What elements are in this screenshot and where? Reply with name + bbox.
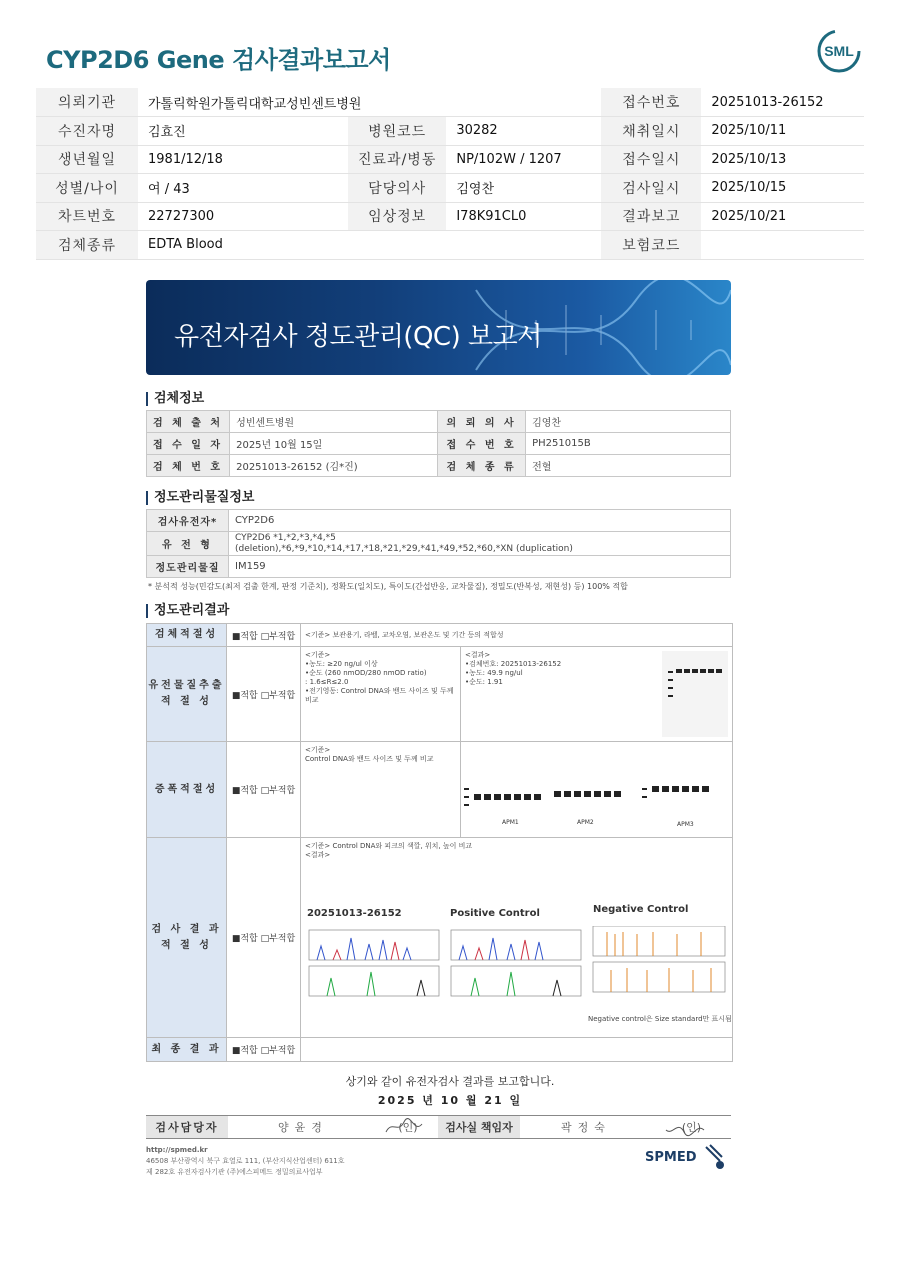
gel-label-apm1: APM1: [502, 819, 519, 826]
specimen-field-label: 검 체 종 류: [438, 455, 526, 477]
gel-label-apm3: APM3: [677, 821, 694, 828]
patient-field-value: 30282: [446, 117, 601, 146]
patient-field-value: I78K91CL0: [446, 202, 601, 231]
criteria-text: <기준> •농도: ≥20 ng/ul 이상 •순도 (260 nmOD/280 nmOD ratio) : 1.6≤R≤2.0 •전기영동: Control DNA와 밴드 사이즈 및 두께 비교: [305, 651, 454, 704]
report-statement: 상기와 같이 유전자검사 결과를 보고합니다.: [345, 1075, 555, 1088]
performance-note: * 분석적 성능(민감도(최저 검출 한계, 판정 기준치), 정확도(일치도), 특이도(간섭반응, 교차물질), 정밀도(반복성, 재현성) 등) 100% 적합: [148, 582, 628, 591]
qc-banner: [146, 280, 731, 375]
seal-mark: (인): [398, 1121, 418, 1134]
patient-field-value: EDTA Blood: [138, 231, 601, 260]
row-label: 최 종 결 과: [147, 1038, 227, 1061]
result-row-extraction: [147, 647, 732, 742]
patient-field-value: 20251013-26152: [701, 88, 864, 117]
banner-title: 유전자검사 정도관리(QC) 보고서: [174, 322, 542, 352]
result-row-test: [147, 838, 732, 1038]
lab-address: [146, 1145, 345, 1178]
director-label: 검사실 책임자: [438, 1116, 520, 1138]
tech-label: 검사담당자: [146, 1116, 228, 1138]
amplification-gel-image: [462, 744, 730, 836]
gene-label: 검사유전자*: [147, 510, 229, 532]
specimen-row: [147, 455, 731, 477]
director-seal: [652, 1116, 731, 1138]
sml-logo: [816, 28, 862, 74]
patient-field-value: 김영찬: [446, 174, 601, 203]
specimen-row: [147, 433, 731, 455]
patient-field-value: 2025/10/13: [701, 145, 864, 174]
specimen-heading: 검체정보: [146, 392, 204, 406]
check-status: ■적합 □부적합: [227, 742, 301, 837]
signature-row: [146, 1115, 731, 1139]
criteria-text: <기준> Control DNA와 피크의 색깔, 위치, 높이 비교 <결과>: [305, 842, 473, 859]
specimen-field-label: 검 체 번 호: [147, 455, 230, 477]
report-title: CYP2D6 Gene 검사결과보고서: [46, 46, 391, 74]
panel-sample-title: 20251013-26152: [307, 908, 402, 919]
criteria-text: <기준> Control DNA와 밴드 사이즈 및 두께 비교: [305, 746, 434, 763]
patient-field-value: 1981/12/18: [138, 145, 348, 174]
patient-row: [36, 145, 864, 174]
patient-field-value: 2025/10/11: [701, 117, 864, 146]
specimen-field-value: 성빈센트병원: [230, 411, 438, 433]
specimen-field-value: 김영찬: [526, 411, 731, 433]
svg-text:SML: SML: [824, 43, 854, 59]
patient-field-label: 접수번호: [601, 88, 701, 117]
genotype-line-1: CYP2D6 *1,*2,*3,*4,*5: [235, 532, 336, 543]
result-row-specimen: [147, 624, 732, 647]
patient-field-label: 진료과/병동: [348, 145, 446, 174]
extraction-gel-image: [662, 651, 728, 737]
electropherogram-panels: [307, 926, 732, 1002]
tech-seal: [378, 1116, 438, 1138]
row-label: 검 사 결 과 적 절 성: [147, 838, 227, 1037]
patient-field-value: 여 / 43: [138, 174, 348, 203]
patient-row: [36, 88, 864, 117]
panel-negative-title: Negative Control: [593, 904, 689, 915]
patient-field-value: 김효진: [138, 117, 348, 146]
qc-results-table: [146, 623, 733, 1062]
gene-value: CYP2D6: [229, 510, 731, 532]
gel-label-apm2: APM2: [577, 819, 594, 826]
patient-field-value: NP/102W / 1207: [446, 145, 601, 174]
panel-positive-title: Positive Control: [450, 908, 540, 919]
specimen-field-value: 전혈: [526, 455, 731, 477]
specimen-field-label: 검 체 출 처: [147, 411, 230, 433]
negative-control-note: Negative control은 Size standard만 표시됨: [588, 1015, 732, 1023]
row-label: 증폭적절성: [147, 742, 227, 837]
check-status: ■적합 □부적합: [227, 838, 301, 1037]
check-status: ■적합 □부적합: [227, 624, 301, 646]
material-value: IM159: [229, 556, 731, 578]
tech-name: 양윤경: [278, 1121, 328, 1134]
patient-field-value: 2025/10/21: [701, 202, 864, 231]
genotype-label: 유 전 형: [147, 532, 229, 556]
patient-field-label: 채취일시: [601, 117, 701, 146]
patient-field-label: 차트번호: [36, 202, 138, 231]
patient-field-label: 접수일시: [601, 145, 701, 174]
row-label: 유전물질추출 적 절 성: [147, 647, 227, 741]
patient-field-value: 가톨릭학원가톨릭대학교성빈센트병원: [138, 88, 601, 117]
patient-field-label: 검사일시: [601, 174, 701, 203]
criteria-text: <기준> 보관용기, 라벨, 교차오염, 보관온도 및 기간 등의 적합성: [305, 631, 504, 639]
patient-field-label: 보험코드: [601, 231, 701, 260]
lab-registration: 제 282호 유전자검사기관 (주)에스피메드 정밀의료사업부: [146, 1168, 323, 1176]
qc-results-heading: 정도관리결과: [146, 604, 229, 618]
specimen-field-label: 의 뢰 의 사: [438, 411, 526, 433]
result-row-amplification: [147, 742, 732, 838]
patient-row: [36, 231, 864, 260]
qc-material-table: [146, 509, 731, 578]
patient-field-label: 성별/나이: [36, 174, 138, 203]
spmed-logo-icon: [700, 1143, 726, 1173]
specimen-field-label: 접 수 일 자: [147, 433, 230, 455]
qc-material-heading: 정도관리물질정보: [146, 491, 254, 505]
lab-street-address: 46508 부산광역시 북구 효열로 111, (부산지식산업센터) 611호: [146, 1157, 345, 1165]
patient-row: [36, 202, 864, 231]
specimen-field-label: 접 수 번 호: [438, 433, 526, 455]
specimen-table: [146, 410, 731, 477]
patient-field-label: 생년월일: [36, 145, 138, 174]
result-text: <결과> •검체번호: 20251013-26152 •농도: 49.9 ng/ul •순도: 1.91: [465, 651, 562, 686]
report-date: 2025 년 10 월 21 일: [377, 1094, 523, 1107]
check-status: ■적합 □부적합: [227, 647, 301, 741]
patient-info-table: [36, 88, 864, 260]
patient-field-label: 검체종류: [36, 231, 138, 260]
specimen-row: [147, 411, 731, 433]
patient-field-label: 병원코드: [348, 117, 446, 146]
seal-mark: (인): [681, 1121, 702, 1134]
lab-url: http://spmed.kr: [146, 1146, 208, 1154]
patient-field-value: 2025/10/15: [701, 174, 864, 203]
patient-field-label: 임상정보: [348, 202, 446, 231]
patient-field-label: 결과보고: [601, 202, 701, 231]
check-status: ■적합 □부적합: [227, 1038, 301, 1061]
patient-field-value: [701, 231, 864, 260]
patient-field-label: 의뢰기관: [36, 88, 138, 117]
patient-field-label: 담당의사: [348, 174, 446, 203]
patient-row: [36, 117, 864, 146]
genotype-value: [229, 532, 731, 556]
patient-field-label: 수진자명: [36, 117, 138, 146]
result-row-final: [147, 1038, 732, 1061]
patient-row: [36, 174, 864, 203]
patient-field-value: 22727300: [138, 202, 348, 231]
material-label: 정도관리물질: [147, 556, 229, 578]
specimen-field-value: 2025년 10월 15일: [230, 433, 438, 455]
director-name: 곽정숙: [561, 1121, 611, 1134]
specimen-field-value: PH251015B: [526, 433, 731, 455]
genotype-line-2: (deletion),*6,*9,*10,*14,*17,*18,*21,*29,*41,*49,*52,*60,*XN (duplication): [235, 543, 573, 554]
spmed-logo: SPMED: [645, 1150, 697, 1165]
specimen-field-value: 20251013-26152 (김*진): [230, 455, 438, 477]
row-label: 검체적절성: [147, 624, 227, 646]
